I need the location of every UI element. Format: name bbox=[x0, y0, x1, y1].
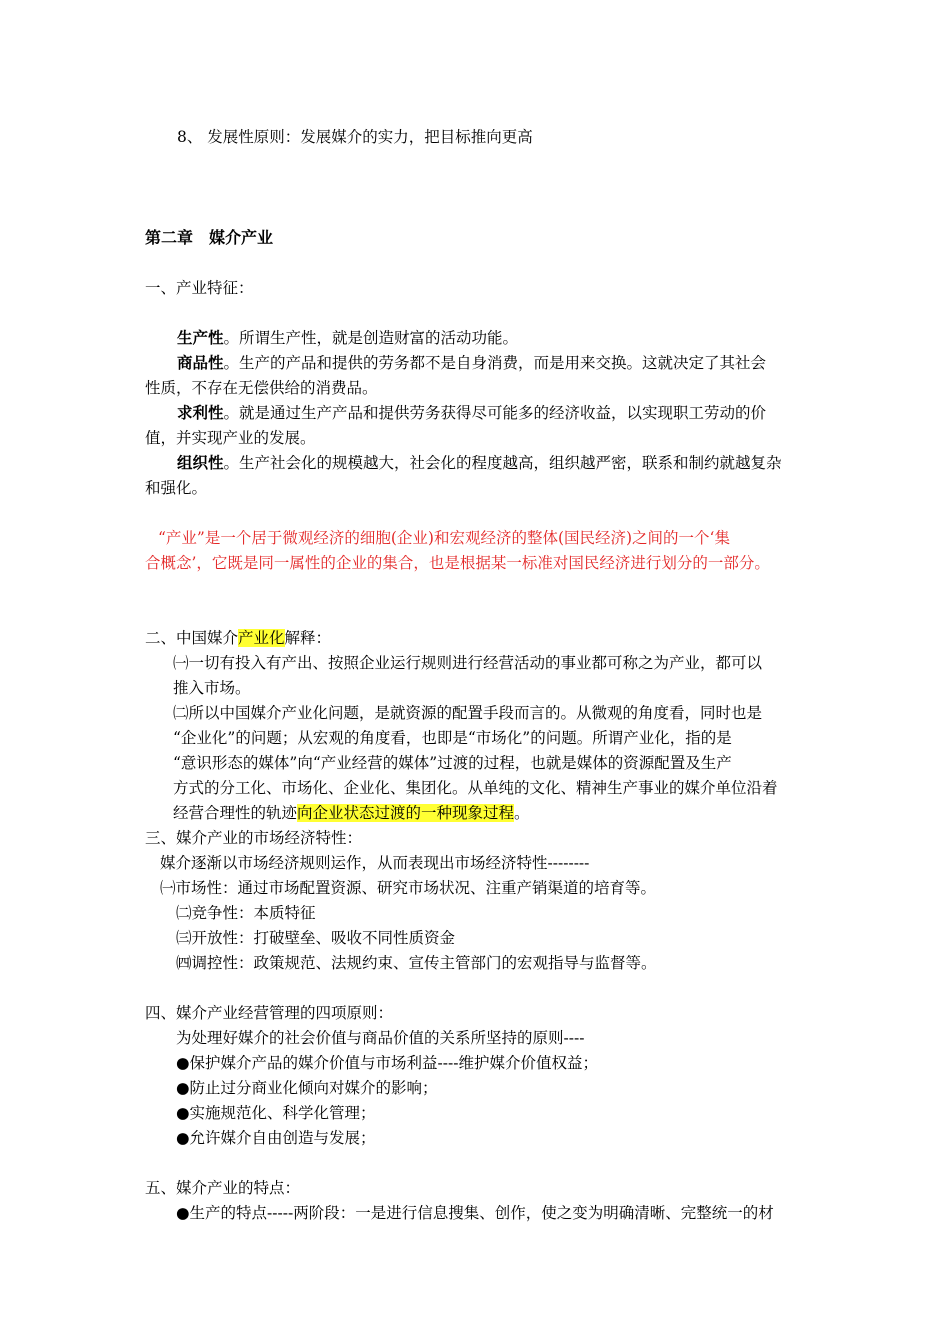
feature-commodity-cont: 性质，不存在无偿供给的消费品。 bbox=[145, 379, 378, 397]
section3-heading: 三、媒介产业的市场经济特性： bbox=[145, 829, 363, 847]
s4-intro: 为处理好媒介的社会价值与商品价值的关系所坚持的原则---- bbox=[176, 1029, 585, 1047]
term-text: 。就是通过生产产品和提供劳务获得尽可能多的经济收益，以实现职工劳动的价 bbox=[223, 404, 767, 422]
highlight: 向企业状态过渡的一种现象过程 bbox=[297, 804, 515, 822]
definition-line-2: 合概念’，它既是同一属性的企业的集合，也是根据某一标准对国民经济进行划分的一部分。 bbox=[145, 554, 770, 572]
term: 商品性 bbox=[177, 353, 224, 372]
term-text: 。所谓生产性，就是创造财富的活动功能。 bbox=[223, 329, 519, 347]
s2-item2-line5 bbox=[173, 803, 530, 823]
s3-item4: ㈣调控性：政策规范、法规约束、宣传主管部门的宏观指导与监督等。 bbox=[176, 954, 657, 972]
principle-8: 8、 发展性原则：发展媒介的实力，把目标推向更高 bbox=[177, 128, 533, 146]
chapter-title: 第二章 媒介产业 bbox=[145, 228, 274, 247]
heading-pre: 二、中国媒介 bbox=[145, 629, 239, 647]
s2-item2-line3: “意识形态的媒体”向“产业经营的媒体”过渡的过程，也就是媒体的资源配置及生产 bbox=[173, 754, 732, 772]
s2-item2-line2: “企业化”的问题；从宏观的角度看，也即是“市场化”的问题。所谓产业化，指的是 bbox=[173, 729, 732, 747]
feature-productivity bbox=[177, 328, 518, 348]
feature-commodity bbox=[177, 353, 766, 373]
s4-bullet2: ●防止过分商业化倾向对媒介的影响； bbox=[176, 1079, 438, 1097]
section2-heading bbox=[145, 628, 331, 648]
text-pre: 经营合理性的轨迹 bbox=[173, 804, 298, 822]
s2-item2-line4: 方式的分工化、市场化、企业化、集团化。从单纯的文化、精神生产事业的媒介单位沿着 bbox=[173, 779, 778, 797]
s4-bullet4: ●允许媒介自由创造与发展； bbox=[176, 1129, 376, 1147]
s3-item1: ㈠市场性：通过市场配置资源、研究市场状况、注重产销渠道的培育等。 bbox=[160, 879, 657, 897]
definition-line-1: “产业”是一个居于微观经济的细胞(企业)和宏观经济的整体(国民经济)之间的一个‘集 bbox=[158, 529, 730, 547]
heading-post: 解释： bbox=[284, 629, 332, 647]
s4-bullet1: ●保护媒介产品的媒介价值与市场利益----维护媒介价值权益； bbox=[176, 1054, 598, 1072]
feature-organization bbox=[177, 453, 782, 473]
s3-intro: 媒介逐渐以市场经济规则运作，从而表现出市场经济特性-------- bbox=[160, 854, 590, 872]
feature-organization-cont: 和强化。 bbox=[145, 479, 208, 497]
section5-heading: 五、媒介产业的特点： bbox=[145, 1179, 301, 1197]
term: 求利性 bbox=[177, 403, 224, 422]
s3-item3: ㈢开放性：打破壁垒、吸收不同性质资金 bbox=[176, 929, 456, 947]
s2-item2-line1: ㈡所以中国媒介产业化问题，是就资源的配置手段而言的。从微观的角度看，同时也是 bbox=[173, 704, 763, 722]
section4-heading: 四、媒介产业经营管理的四项原则： bbox=[145, 1004, 394, 1022]
s3-item2: ㈡竞争性：本质特征 bbox=[176, 904, 316, 922]
feature-profit-cont: 值，并实现产业的发展。 bbox=[145, 429, 316, 447]
term: 组织性 bbox=[177, 453, 224, 472]
s2-item1-line1: ㈠一切有投入有产出、按照企业运行规则进行经营活动的事业都可称之为产业，都可以 bbox=[173, 654, 763, 672]
section1-heading: 一、产业特征： bbox=[145, 279, 254, 297]
feature-profit bbox=[177, 403, 766, 423]
s4-bullet3: ●实施规范化、科学化管理； bbox=[176, 1104, 376, 1122]
highlight: 产业化 bbox=[238, 629, 285, 647]
s5-bullet1: ●生产的特点-----两阶段：一是进行信息搜集、创作，使之变为明确清晰、完整统一的材 bbox=[176, 1204, 774, 1222]
term-text: 。生产社会化的规模越大，社会化的程度越高，组织越严密，联系和制约就越复杂 bbox=[223, 454, 782, 472]
text-post: 。 bbox=[514, 804, 530, 822]
s2-item1-line2: 推入市场。 bbox=[173, 679, 251, 697]
term-text: 。生产的产品和提供的劳务都不是自身消费，而是用来交换。这就决定了其社会 bbox=[223, 354, 767, 372]
term: 生产性 bbox=[177, 328, 224, 347]
